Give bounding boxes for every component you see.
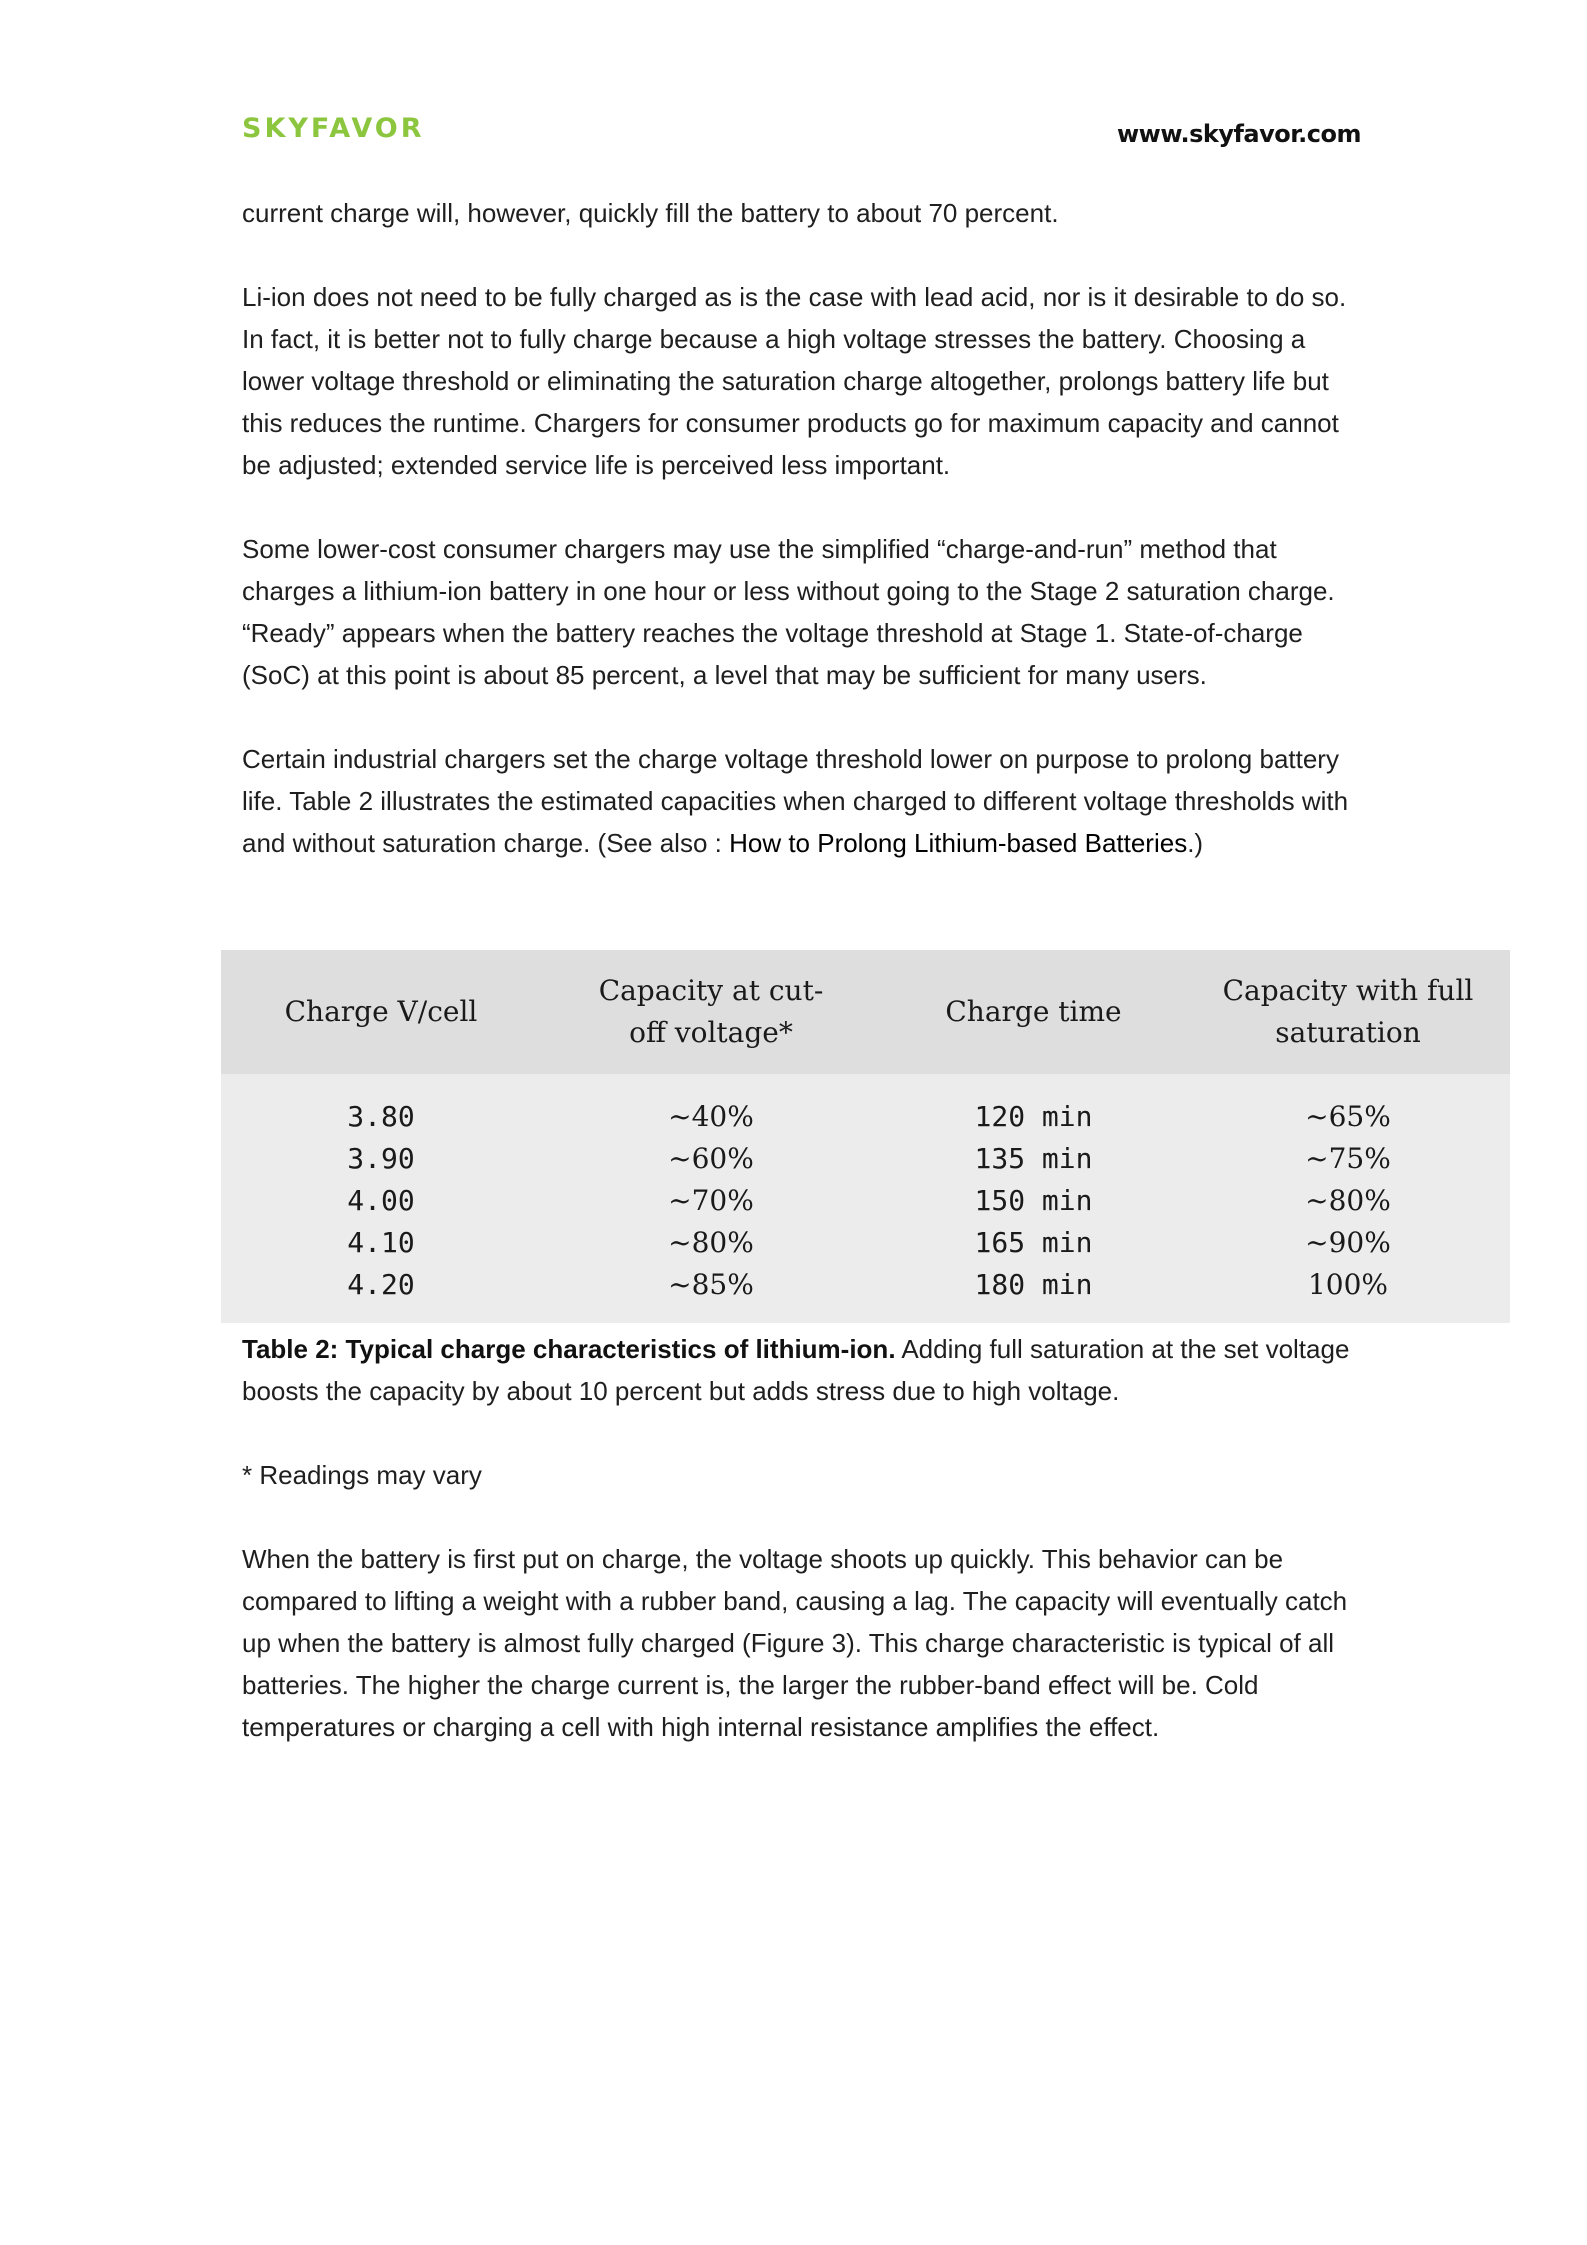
cell-capacity-full: ~75%: [1305, 1142, 1391, 1175]
cell-capacity-cutoff: ~40%: [668, 1100, 754, 1133]
paragraph-5: When the battery is first put on charge, the voltage shoots up quickly. This behavior can be compared to lifting a weight with a rubber band, causing a lag. The capacity will eventually catch up when the battery is almost fully charged (Figure 3). This charge characteristic is typical of all batteries. The higher the charge current is, the larger the rubber-band effect will be. Cold temperatures or charging a cell with high internal resistance amplifies the effect.: [242, 1544, 1348, 1742]
site-url: www.skyfavor.com: [1117, 120, 1362, 148]
cell-charge-time: 150 min: [974, 1184, 1093, 1217]
paragraph-2: Li-ion does not need to be fully charged as is the case with lead acid, nor is it desirable to do so. In fact, it is better not to fully charge because a high voltage stresses the battery. Choosing a lower voltage threshold or eliminating the saturation charge altogether, prolongs battery life but this reduces the runtime. Chargers for consumer products go for maximum capacity and cannot be adjusted; extended service life is perceived less important.: [242, 282, 1347, 480]
cell-capacity-cutoff: ~85%: [668, 1268, 754, 1301]
cell-charge-time: 135 min: [974, 1142, 1093, 1175]
cell-voltage: 3.90: [347, 1142, 415, 1175]
charge-characteristics-table: [221, 950, 1510, 1323]
table-row: [221, 1180, 1510, 1222]
paragraph-3: Some lower-cost consumer chargers may use the simplified “charge-and-run” method that charges a lithium-ion battery in one hour or less without going to the Stage 2 saturation charge. “Ready” appears when the battery reaches the voltage threshold at Stage 1. State-of-charge (SoC) at this point is about 85 percent, a level that may be sufficient for many users.: [242, 534, 1335, 690]
cell-capacity-full: ~90%: [1305, 1226, 1391, 1259]
table-row: [221, 1222, 1510, 1264]
cell-capacity-cutoff: ~80%: [668, 1226, 754, 1259]
cell-charge-time: 120 min: [974, 1100, 1093, 1133]
header-capacity-cutoff: [541, 950, 881, 1074]
cell-charge-time: 165 min: [974, 1226, 1093, 1259]
table-row: [221, 1138, 1510, 1180]
body-text: [242, 192, 1372, 906]
cell-capacity-full: 100%: [1307, 1268, 1389, 1301]
cell-voltage: 3.80: [347, 1100, 415, 1133]
paragraph-4-end: .): [1187, 828, 1204, 858]
header-charge-time: Charge time: [945, 995, 1122, 1028]
header-charge-v-cell: Charge V/cell: [284, 995, 478, 1028]
table-row: [221, 1096, 1510, 1138]
readings-note: * Readings may vary: [242, 1460, 482, 1490]
cell-voltage: 4.20: [347, 1268, 415, 1301]
table-caption-text: Adding full saturation at the set voltage boosts the capacity by about 10 percent but adds stress due to high voltage.: [242, 1334, 1350, 1406]
cell-voltage: 4.10: [347, 1226, 415, 1259]
header-capacity-cutoff-text: Capacity at cut-off voltage*: [598, 974, 824, 1049]
brand-logo: SKYFAVOR: [242, 113, 425, 144]
prolong-battery-link[interactable]: How to Prolong Lithium-based Batteries: [729, 828, 1188, 858]
paragraph-4: [242, 738, 1372, 864]
table-header-row: [221, 950, 1510, 1074]
table-row: [221, 1264, 1510, 1306]
paragraph-4-text: Certain industrial chargers set the charge voltage threshold lower on purpose to prolong battery life. Table 2 illustrates the estimated capacities when charged to different voltage thresholds with and without saturation charge. (See also :: [242, 744, 1349, 858]
table-caption-title: Table 2: Typical charge characteristics of lithium-ion.: [242, 1334, 896, 1364]
cell-capacity-full: ~80%: [1305, 1184, 1391, 1217]
header-capacity-full-saturation: [1186, 950, 1510, 1074]
table-caption-block: [242, 1328, 1372, 1790]
table-caption: [242, 1328, 1372, 1412]
cell-voltage: 4.00: [347, 1184, 415, 1217]
cell-capacity-full: ~65%: [1305, 1100, 1391, 1133]
cell-capacity-cutoff: ~60%: [668, 1142, 754, 1175]
header-capacity-full-text: Capacity with full saturation: [1222, 974, 1474, 1049]
table-body: [221, 1096, 1510, 1306]
paragraph-1: current charge will, however, quickly fill the battery to about 70 percent.: [242, 198, 1059, 228]
cell-capacity-cutoff: ~70%: [668, 1184, 754, 1217]
cell-charge-time: 180 min: [974, 1268, 1093, 1301]
